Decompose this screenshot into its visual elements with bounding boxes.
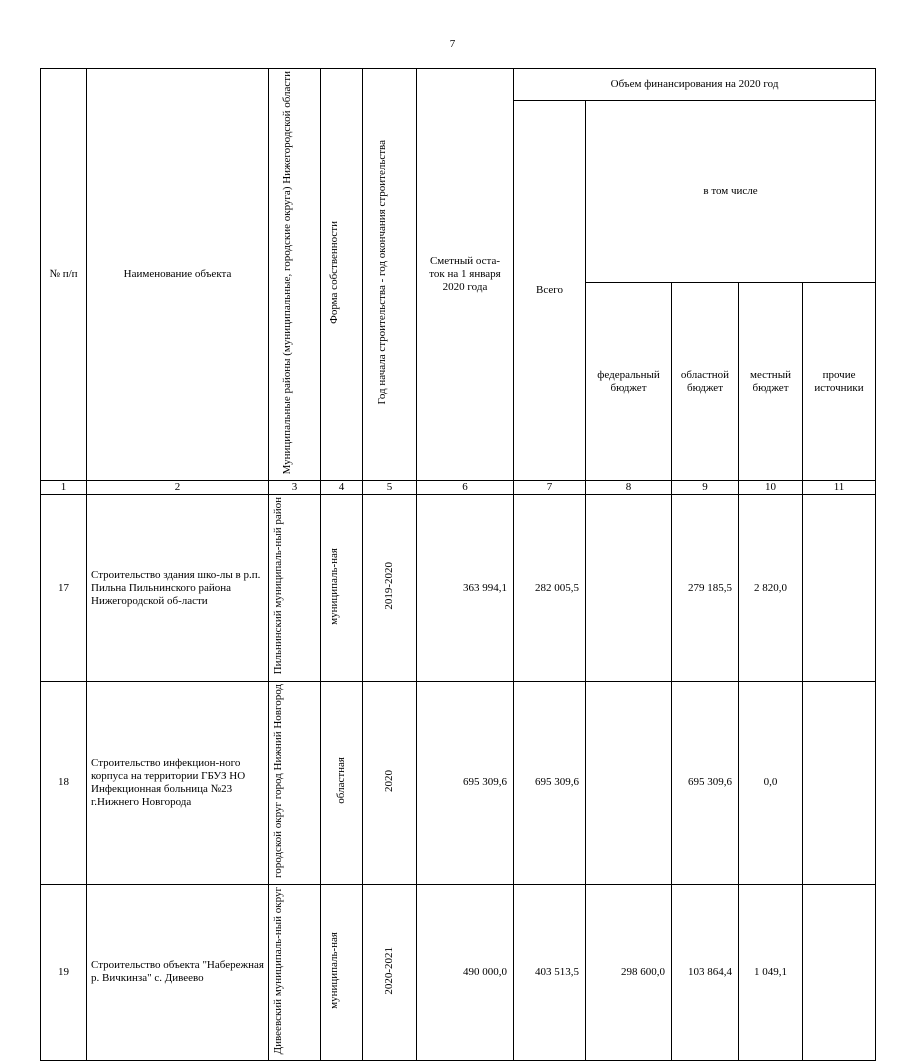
row-district: Дивеевский муниципаль-ный округ — [271, 886, 284, 1055]
row-regional: 103 864,4 — [672, 884, 739, 1060]
table-row — [41, 884, 876, 1060]
row-years: 2020-2021 — [383, 946, 395, 995]
row-estimate: 695 309,6 — [417, 681, 514, 884]
header-row-1 — [41, 69, 876, 101]
col-number: 10 — [739, 481, 803, 495]
row-years: 2020 — [383, 769, 395, 792]
row-other — [803, 884, 876, 1060]
table-row — [41, 495, 876, 681]
row-federal — [586, 495, 672, 681]
row-name: Строительство инфекцион-ного корпуса на территории ГБУЗ НО Инфекционная больница №23 г.Нижнего Новгорода — [87, 681, 269, 884]
header-district: Муниципальные районы (муниципальные, городские округа) Нижегородской области — [280, 71, 293, 475]
column-number-row — [41, 481, 876, 495]
header-years: Год начала строительства - год окончания строительства — [375, 140, 388, 405]
header-funding: Объем финансирования на 2020 год — [514, 69, 876, 101]
header-estimate: Сметный оста-ток на 1 января 2020 года — [429, 255, 501, 294]
row-federal: 298 600,0 — [586, 884, 672, 1060]
row-total: 403 513,5 — [514, 884, 586, 1060]
row-district: городской округ город Нижний Новгород — [271, 683, 284, 878]
row-no: 17 — [41, 495, 87, 681]
row-no: 19 — [41, 884, 87, 1060]
row-ownership: областная — [335, 757, 347, 805]
row-regional: 279 185,5 — [672, 495, 739, 681]
page-number: 7 — [449, 38, 456, 50]
row-total: 282 005,5 — [514, 495, 586, 681]
col-number: 6 — [417, 481, 514, 495]
row-no: 18 — [41, 681, 87, 884]
col-number: 8 — [586, 481, 672, 495]
row-estimate: 363 994,1 — [417, 495, 514, 681]
row-local: 2 820,0 — [739, 495, 803, 681]
row-years: 2019-2020 — [383, 562, 395, 610]
header-federal: федеральный бюджет — [586, 283, 672, 481]
financing-table — [40, 68, 876, 1061]
header-total: Всего — [514, 101, 586, 481]
header-no: № п/п — [41, 69, 87, 481]
col-number: 7 — [514, 481, 586, 495]
header-name: Наименование объекта — [87, 69, 269, 481]
col-number: 9 — [672, 481, 739, 495]
row-name: Строительство объекта "Набережная р. Вичкинза" с. Дивеево — [87, 884, 269, 1060]
col-number: 4 — [321, 481, 363, 495]
row-estimate: 490 000,0 — [417, 884, 514, 1060]
row-local: 1 049,1 — [739, 884, 803, 1060]
header-ownership: Форма собственности — [327, 221, 340, 325]
col-number: 2 — [87, 481, 269, 495]
row-regional: 695 309,6 — [672, 681, 739, 884]
row-ownership: муниципаль-ная — [327, 932, 340, 1009]
header-regional: областной бюджет — [672, 283, 739, 481]
row-name: Строительство здания шко-лы в р.п. Пильна Пильнинского района Нижегородской об-ласти — [87, 495, 269, 681]
row-ownership: муниципаль-ная — [327, 547, 340, 625]
header-local: местный бюджет — [739, 283, 803, 481]
col-number: 11 — [803, 481, 876, 495]
col-number: 3 — [269, 481, 321, 495]
table-row — [41, 681, 876, 884]
row-district: Пильнинский муниципаль-ный район — [271, 497, 284, 675]
col-number: 1 — [41, 481, 87, 495]
header-including: в том числе — [586, 101, 876, 283]
col-number: 5 — [363, 481, 417, 495]
row-other — [803, 495, 876, 681]
row-local: 0,0 — [739, 681, 803, 884]
header-other: прочие источники — [803, 283, 876, 481]
row-other — [803, 681, 876, 884]
row-federal — [586, 681, 672, 884]
row-total: 695 309,6 — [514, 681, 586, 884]
